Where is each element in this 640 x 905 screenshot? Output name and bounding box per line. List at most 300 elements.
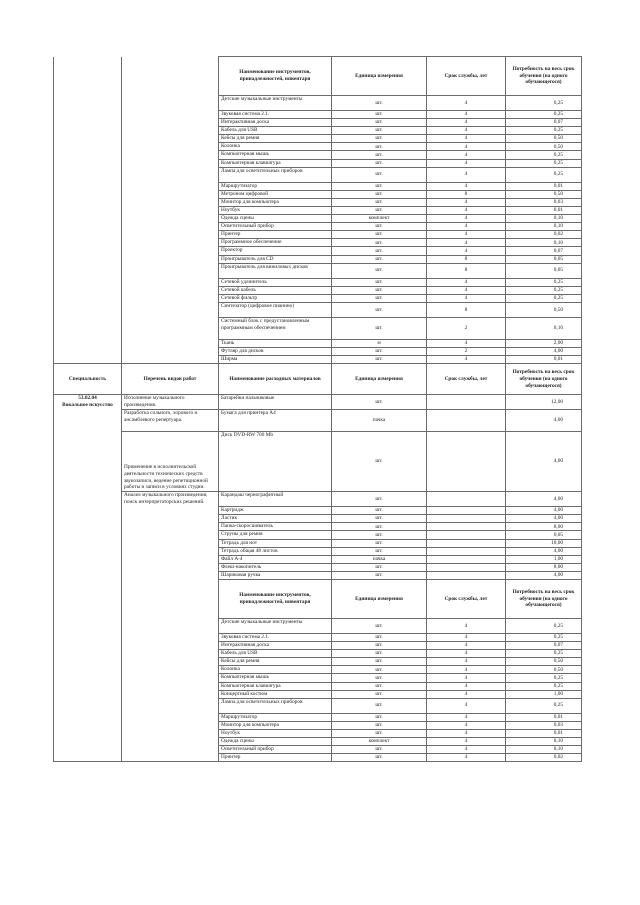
item-need: 0,25 [506,698,582,713]
empty-cell [54,215,122,223]
specialty-cell [54,395,122,762]
item-service-life: 4 [427,143,506,151]
column-header-unit: Единица измерения [332,580,427,619]
item-unit: шт. [332,674,427,682]
empty-cell [122,215,219,223]
column-header-unit: Единица измерения [332,364,427,395]
item-need: 0,10 [506,738,582,746]
item-unit: шт. [332,317,427,339]
material-unit: шт. [332,531,427,539]
empty-cell [54,339,122,347]
item-service-life: 4 [427,698,506,713]
item-unit: шт. [332,746,427,754]
specialty-title: Вокальное искусство [62,401,113,408]
empty-cell [54,127,122,135]
item-need: 0,01 [506,713,582,721]
table-row [54,278,582,286]
item-unit: шт. [332,96,427,111]
item-name: Звуковая система 2.1. [219,111,332,119]
item-need: 0,10 [506,317,582,339]
material-unit: шт. [332,492,427,507]
item-unit: шт. [332,356,427,364]
column-header-unit: Единица измерения [332,57,427,96]
item-unit: шт. [332,247,427,255]
item-name: Лампа для осветительных приборов [219,698,332,713]
work-type-item: Разработка сольного, хорового и ансамблевого репертуара. [122,410,219,432]
item-name: Принтер [219,754,332,762]
work-type-item: Анализ музыкального произведения, поиск интерпретаторских решений. [122,492,219,762]
item-name: Звуковая система 2.1. [219,634,332,642]
item-need: 0,25 [506,674,582,682]
item-service-life: 4 [427,182,506,190]
item-name: Кабель для USB [219,650,332,658]
item-service-life: 4 [427,356,506,364]
table-row [54,111,582,119]
item-service-life: 2 [427,347,506,355]
material-unit: шт. [332,539,427,547]
empty-cell [122,135,219,143]
item-service-life: 4 [427,746,506,754]
material-name: Струны для ремня [219,531,332,539]
item-need: 0,25 [506,278,582,286]
item-service-life: 4 [427,127,506,135]
item-need: 4,00 [506,347,582,355]
material-name: Диск DVD-RW 700 Mb [219,432,332,492]
empty-cell [122,223,219,231]
item-name: Системный блок с предустановленным программным обеспечением [219,317,332,339]
empty-cell [122,159,219,167]
material-need: 4,00 [506,547,582,555]
item-service-life: 4 [427,642,506,650]
material-unit: пачка [332,555,427,563]
work-type-item: Исполнение музыкального произведения. [122,395,219,410]
empty-cell [122,302,219,317]
empty-cell [54,57,122,96]
item-service-life: 4 [427,650,506,658]
table-row [54,182,582,190]
table-row [54,410,582,432]
material-service-life [427,515,506,523]
item-name: Интерактивная доска [219,642,332,650]
material-service-life [427,523,506,531]
item-service-life: 4 [427,690,506,698]
material-service-life [427,547,506,555]
item-need: 0,05 [506,263,582,278]
empty-cell [122,239,219,247]
empty-cell [54,167,122,182]
empty-cell [122,255,219,263]
item-unit: шт. [332,190,427,198]
table-row [54,167,582,182]
table-row [54,119,582,127]
item-service-life: 4 [427,215,506,223]
table-row [54,198,582,206]
item-need: 0,10 [506,239,582,247]
item-need: 0,50 [506,143,582,151]
empty-cell [122,294,219,302]
empty-cell [122,198,219,206]
empty-cell [122,206,219,214]
item-unit: шт. [332,619,427,634]
empty-cell [54,263,122,278]
empty-cell [122,119,219,127]
item-need: 0,02 [506,231,582,239]
item-service-life: 4 [427,247,506,255]
item-need: 1,00 [506,690,582,698]
item-name: Кабель для USB [219,127,332,135]
item-unit: шт. [332,294,427,302]
item-name: Колонка [219,666,332,674]
empty-cell [54,247,122,255]
column-header-name: Наименование инструментов, принадлежностей, инвентаря [219,57,332,96]
item-name: Кейсы для ремня [219,658,332,666]
item-name: Проектор [219,247,332,255]
item-service-life: 4 [427,666,506,674]
empty-cell [122,278,219,286]
item-need: 0,05 [506,255,582,263]
material-service-life [427,571,506,579]
empty-cell [122,111,219,119]
item-unit: шт. [332,634,427,642]
table-row [54,302,582,317]
empty-cell [54,198,122,206]
item-need: 0,50 [506,302,582,317]
empty-cell [122,263,219,278]
item-name: Проигрыватель для CD [219,255,332,263]
equipment-table [53,56,582,762]
material-need: 10,00 [506,539,582,547]
item-need: 0,10 [506,215,582,223]
item-unit: шт. [332,642,427,650]
item-service-life: 4 [427,239,506,247]
empty-cell [54,119,122,127]
material-name: Файл А-4 [219,555,332,563]
material-unit: шт. [332,523,427,531]
item-service-life: 8 [427,255,506,263]
item-need: 0,25 [506,634,582,642]
empty-cell [54,294,122,302]
table-row [54,255,582,263]
item-service-life: 4 [427,111,506,119]
table-row [54,247,582,255]
item-unit: шт. [332,650,427,658]
item-unit: шт. [332,151,427,159]
item-need: 0,50 [506,666,582,674]
material-need: 0,05 [506,531,582,539]
material-name: Тетрадь общая 48 листов [219,547,332,555]
material-need: 4,00 [506,410,582,432]
item-need: 0,25 [506,127,582,135]
item-service-life: 4 [427,119,506,127]
item-need: 0,25 [506,286,582,294]
item-need: 0,01 [506,356,582,364]
column-header-works: Перечень видов работ [122,364,219,395]
empty-cell [122,143,219,151]
table-row [54,263,582,278]
material-unit: шт. [332,395,427,410]
column-header-service-life: Срок службы, лет [427,57,506,96]
item-need: 0,25 [506,650,582,658]
item-unit: шт. [332,658,427,666]
material-need: 8,00 [506,523,582,531]
item-need: 0,50 [506,135,582,143]
material-need: 1,00 [506,555,582,563]
item-name: Компьютерная мышь [219,151,332,159]
empty-cell [54,231,122,239]
item-name: Ширма [219,356,332,364]
item-need: 0,10 [506,223,582,231]
item-unit: шт. [332,206,427,214]
empty-cell [122,96,219,111]
table-row [54,356,582,364]
item-need: 0,07 [506,247,582,255]
column-header-need: Потребность на весь срок обучения (на одного обучающегося) [506,364,582,395]
item-unit: шт. [332,278,427,286]
item-service-life: 4 [427,96,506,111]
table-row [54,231,582,239]
column-header-service-life: Срок службы, лет [427,364,506,395]
table-row [54,347,582,355]
table-row [54,286,582,294]
item-need: 2,00 [506,339,582,347]
column-header-need: Потребность на весь срок обучения (на одного обучающегося) [506,580,582,619]
item-service-life: 8 [427,263,506,278]
work-type-item: Применение в исполнительской деятельности технических средств звукозаписи, ведение репетиционной работы и записи в условиях студии. [122,432,219,492]
item-service-life: 4 [427,713,506,721]
table-row [54,96,582,111]
item-name: Синтезатор (цифровое пианино) [219,302,332,317]
material-name: Карандаш чернографитный [219,492,332,507]
item-unit: шт. [332,143,427,151]
material-need: 4,00 [506,571,582,579]
item-name: Проигрыватель для виниловых дисков [219,263,332,278]
table-row [54,190,582,198]
item-service-life: 4 [427,167,506,182]
empty-cell [122,231,219,239]
table-row [54,206,582,214]
table-row [54,432,582,492]
item-need: 0,25 [506,159,582,167]
table-row [54,127,582,135]
material-service-life [427,410,506,432]
empty-cell [54,96,122,111]
item-service-life: 4 [427,729,506,737]
item-unit: шт. [332,713,427,721]
empty-cell [54,159,122,167]
table-row [54,215,582,223]
empty-cell [122,182,219,190]
item-service-life: 4 [427,658,506,666]
material-need: 4,00 [506,492,582,507]
item-name: Концертный костюм [219,690,332,698]
empty-cell [54,239,122,247]
material-need: 4,00 [506,507,582,515]
item-need: 0,25 [506,294,582,302]
item-need: 0,03 [506,198,582,206]
item-unit: шт. [332,263,427,278]
item-unit: шт. [332,231,427,239]
empty-cell [54,278,122,286]
item-service-life: 4 [427,278,506,286]
item-name: Монитор для компьютера [219,198,332,206]
item-unit: шт. [332,302,427,317]
item-name: Интерактивная доска [219,119,332,127]
item-unit: шт. [332,182,427,190]
item-unit: шт. [332,698,427,713]
material-unit: шт. [332,515,427,523]
item-name: Ноутбук [219,729,332,737]
item-name: Метроном цифровой [219,190,332,198]
item-unit: шт. [332,347,427,355]
item-need: 0,01 [506,729,582,737]
table-row [54,239,582,247]
table-row [54,395,582,410]
empty-cell [54,347,122,355]
item-service-life: 4 [427,754,506,762]
item-name: Ткань [219,339,332,347]
item-service-life: 4 [427,286,506,294]
material-service-life [427,531,506,539]
column-header-need: Потребность на весь срок обучения (на одного обучающегося) [506,57,582,96]
empty-cell [122,317,219,339]
item-service-life: 4 [427,135,506,143]
item-service-life: 4 [427,231,506,239]
item-name: Сетевой фильтр [219,294,332,302]
material-service-life [427,563,506,571]
item-need: 0,50 [506,190,582,198]
empty-cell [122,190,219,198]
item-name: Сетевой удлинитель [219,278,332,286]
item-need: 0,07 [506,642,582,650]
item-name: Детские музыкальные инструменты [219,619,332,634]
table-row [54,135,582,143]
material-service-life [427,507,506,515]
empty-cell [54,182,122,190]
item-need: 0,03 [506,721,582,729]
item-unit: шт. [332,682,427,690]
item-service-life: 4 [427,634,506,642]
material-unit: шт. [332,563,427,571]
empty-cell [122,57,219,96]
item-service-life: 4 [427,619,506,634]
item-name: Колонка [219,143,332,151]
item-unit: шт. [332,119,427,127]
item-need: 0,50 [506,658,582,666]
item-need: 0,25 [506,619,582,634]
empty-cell [122,286,219,294]
item-name: Компьютерная мышь [219,674,332,682]
empty-cell [54,143,122,151]
column-header-name: Наименование инструментов, принадлежностей, инвентаря [219,580,332,619]
item-unit: шт. [332,690,427,698]
empty-cell [122,151,219,159]
item-name: Кейсы для ремня [219,135,332,143]
empty-cell [122,339,219,347]
item-service-life: 4 [427,206,506,214]
empty-cell [54,302,122,317]
item-unit: шт. [332,754,427,762]
item-service-life: 4 [427,674,506,682]
item-unit: шт. [332,127,427,135]
item-need: 0,02 [506,754,582,762]
item-name: Сетевой кабель [219,286,332,294]
material-name: Батарейки пальчиковые [219,395,332,410]
material-unit: шт. [332,507,427,515]
material-name: Флеш-накопитель [219,563,332,571]
empty-cell [54,317,122,339]
empty-cell [122,247,219,255]
item-need: 0,07 [506,119,582,127]
item-service-life: 4 [427,738,506,746]
empty-cell [54,206,122,214]
item-unit: комплект [332,738,427,746]
table-row [54,317,582,339]
empty-cell [54,190,122,198]
item-unit: шт. [332,286,427,294]
empty-cell [122,127,219,135]
item-unit: шт. [332,729,427,737]
empty-cell [54,255,122,263]
material-unit: шт. [332,571,427,579]
material-name: Бумага для принтера А4 [219,410,332,432]
item-unit: шт. [332,721,427,729]
material-name: Шариковая ручка [219,571,332,579]
materials-header-row [54,364,582,395]
item-name: Маршрутизатор [219,713,332,721]
item-name: Лампа для осветительных приборов [219,167,332,182]
material-unit: шт. [332,547,427,555]
specialty-code: 53.02.04 [78,395,97,402]
item-unit: шт. [332,111,427,119]
material-need: 4,00 [506,432,582,492]
item-service-life: 4 [427,159,506,167]
table-row [54,151,582,159]
item-name: Программное обеспечение [219,239,332,247]
item-service-life: 4 [427,198,506,206]
material-service-life [427,539,506,547]
item-name: Одежда сцены [219,738,332,746]
item-unit: шт. [332,198,427,206]
item-name: Осветительный прибор [219,746,332,754]
item-unit: шт. [332,666,427,674]
material-name: Папка-скоросшиватель [219,523,332,531]
item-unit: шт. [332,159,427,167]
item-name: Компьютерная клавиатура [219,682,332,690]
item-service-life: 4 [427,223,506,231]
material-name: Тетрадь для нот [219,539,332,547]
item-service-life: 4 [427,721,506,729]
item-need: 0,25 [506,167,582,182]
document-page [53,56,581,762]
item-need: 0,01 [506,182,582,190]
item-name: Детские музыкальные инструменты [219,96,332,111]
material-service-life [427,492,506,507]
item-need: 0,10 [506,746,582,754]
item-name: Ноутбук [219,206,332,214]
material-unit: пачка [332,410,427,432]
material-need: 4,00 [506,515,582,523]
column-header-service-life: Срок службы, лет [427,580,506,619]
table-row [54,143,582,151]
item-name: Футляр для дисков [219,347,332,355]
item-service-life: 4 [427,339,506,347]
item-need: 0,01 [506,206,582,214]
empty-cell [54,151,122,159]
item-unit: шт. [332,255,427,263]
item-unit: шт. [332,135,427,143]
item-name: Принтер [219,231,332,239]
item-unit: шт. [332,167,427,182]
